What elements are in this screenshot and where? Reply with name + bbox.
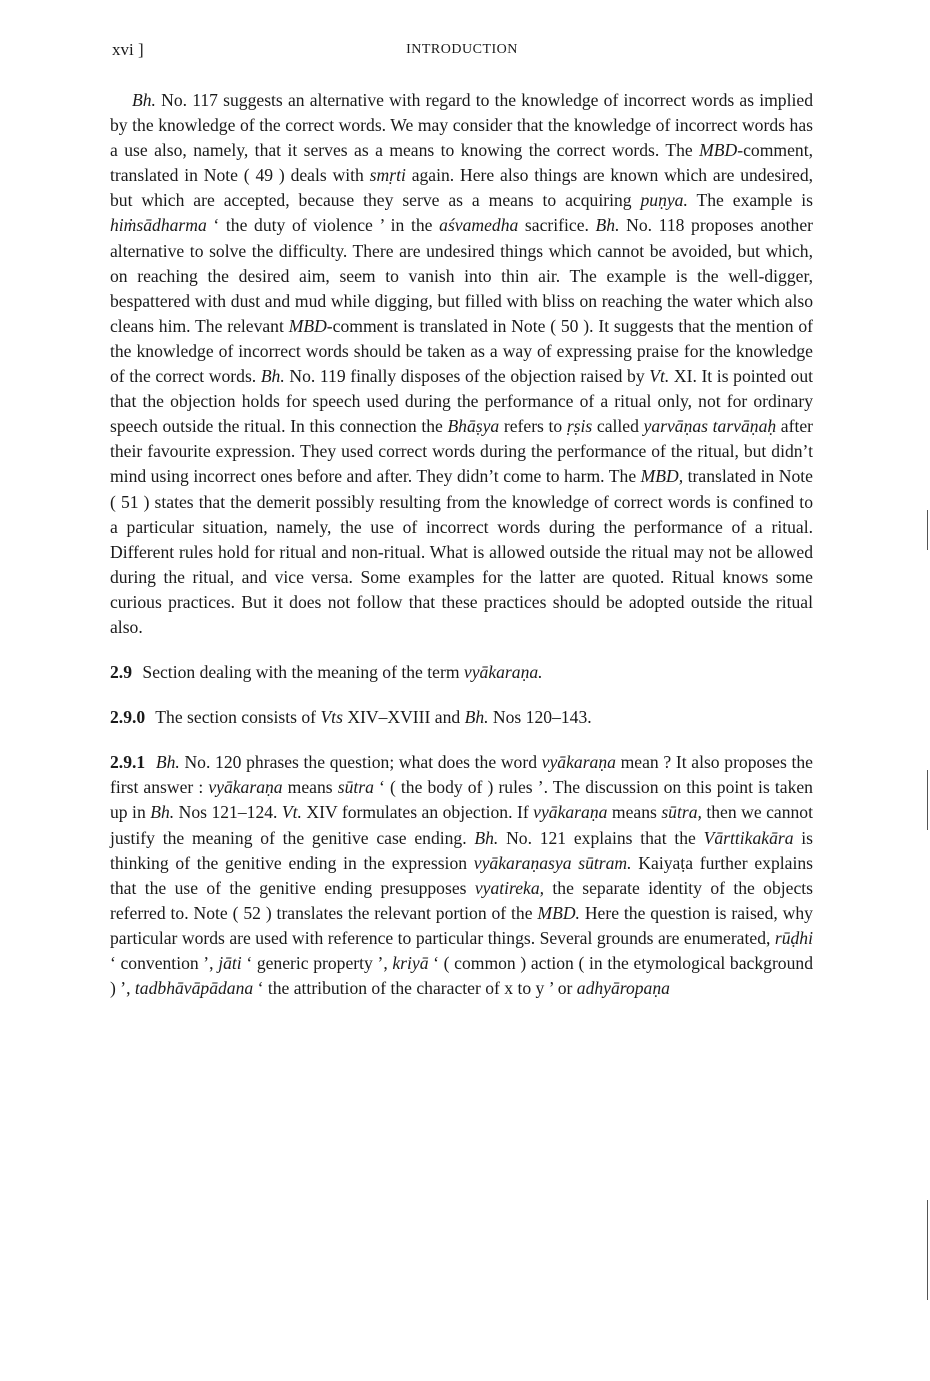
page-body	[110, 88, 813, 1001]
italic-term: Bh.	[464, 707, 489, 728]
text-run: sacrifice.	[518, 215, 596, 236]
italic-term: vyākaraṇa	[533, 802, 608, 823]
text-run: The example is	[687, 190, 813, 211]
text-run: The section consists of	[155, 707, 321, 728]
italic-term: vyākaraṇa	[208, 777, 283, 798]
section-2-9-1	[110, 750, 813, 1001]
text-run: Nos 121–124.	[174, 802, 282, 823]
text-run: -comment, translated in Note ( 49 ) deals with	[110, 140, 813, 186]
text-run: then we cannot justify the meaning of the genitive case ending.	[110, 802, 813, 848]
text-run: mean ? It also proposes the first answer :	[110, 752, 813, 798]
text-run: XI. It is pointed out that the objection holds for speech used during the performance of a ritual only, not for ordinary speech outside the ritual. In this connection the	[110, 366, 814, 437]
italic-term: puṇya.	[640, 190, 688, 211]
scan-edge-mark	[927, 770, 928, 830]
text-run: means	[607, 802, 662, 823]
section-text	[142, 662, 542, 682]
text-run: No. 121 explains that the	[498, 827, 704, 848]
italic-term: Bh.	[595, 215, 620, 236]
italic-term: Vts	[320, 707, 343, 728]
scan-edge-mark	[927, 1200, 928, 1300]
paragraph-bh-117-119	[110, 88, 813, 640]
section-text	[155, 707, 591, 727]
text-run: ‘ generic property ’,	[241, 953, 393, 973]
italic-term: MBD.	[537, 902, 580, 923]
text-run: Nos 120–143.	[488, 707, 592, 728]
text-run: Here the question is raised, why particular words are used with reference to particular things. Several grounds are enumerated,	[110, 902, 813, 948]
italic-term: MBD	[699, 140, 738, 161]
section-2-9-0	[110, 705, 813, 730]
italic-term: jāti	[218, 953, 242, 973]
text-run: after their favourite expression. They used correct words during the performance of the ritual, but didn’t mind using incorrect ones before and after. They didn’t come to harm. The	[110, 416, 814, 487]
scan-edge-mark	[927, 510, 928, 550]
italic-term: aśvamedha	[439, 215, 519, 236]
section-number: 2.9.1	[110, 752, 146, 773]
italic-term: MBD	[288, 315, 327, 336]
text-run: ‘ convention ’,	[110, 953, 219, 973]
text-run: refers to	[499, 416, 567, 437]
italic-term: tadbhāvāpādana	[134, 978, 254, 999]
text-run: No. 120 phrases the question; what does the word	[179, 752, 542, 773]
italic-term: smṛti	[369, 165, 406, 186]
page-header	[112, 40, 812, 64]
text-run: Kaiyaṭa further explains that the use of the genitive ending presupposes	[110, 852, 814, 898]
italic-term: Bh.	[474, 827, 499, 848]
section-number: 2.9	[110, 662, 132, 683]
italic-term: vyākaraṇasya sūtram.	[473, 852, 632, 873]
italic-term: Vārttikakāra	[703, 827, 794, 848]
italic-term: sūtra,	[661, 802, 702, 823]
section-2-9	[110, 660, 813, 685]
text-run: ‘ the duty of violence ’ in the	[206, 215, 440, 236]
page-number: xvi ]	[112, 40, 144, 59]
text-run: is thinking of the genitive ending in the expression	[110, 827, 813, 873]
italic-term: vyākaraṇa	[541, 752, 616, 773]
running-title: INTRODUCTION	[406, 42, 518, 57]
text-run: again. Here also things are known which are undesired, but which are accepted, because they serve as a means to acquiring	[110, 165, 814, 211]
text-run: called	[592, 416, 644, 437]
text-run: ‘ the attribution of the character of x to y ’ or	[253, 978, 577, 999]
italic-term: MBD,	[640, 466, 684, 487]
italic-term: Vt.	[649, 366, 670, 387]
italic-term: Bh.	[260, 366, 285, 387]
italic-term: adhyāropaṇa	[576, 978, 670, 999]
text-run: means	[282, 777, 338, 798]
italic-term: kriyā	[392, 953, 429, 973]
italic-term: Bh.	[150, 802, 175, 823]
section-text	[110, 752, 813, 998]
italic-term: rūḍhi	[774, 927, 813, 948]
text-run: XIV formulates an objection. If	[301, 802, 534, 823]
text-run: No. 117 suggests an alternative with regard to the knowledge of incorrect words as implied by the knowledge of the correct words. We may consider that the knowledge of incorrect words has a use also, namely, that it serves as a means to knowing the correct words. The	[110, 90, 813, 161]
italic-term: Bhāṣya	[447, 416, 500, 437]
text-run: No. 118 proposes another alternative to solve the difficulty. There are undesired things which cannot be avoided, but which, on reaching the desired aim, seem to vanish into thin air. The example is the well-digger, bespattered with dust and mud while digging, but filled with bliss on reaching the water which also cleans him. The relevant	[110, 215, 813, 336]
text-run: the separate identity of the objects referred to. Note ( 52 ) translates the relevant portion of the	[110, 877, 813, 923]
italic-term: Bh.	[132, 90, 156, 110]
text-run: Section dealing with the meaning of the term	[142, 662, 464, 683]
italic-term: Bh.	[155, 752, 180, 773]
italic-term: vyākaraṇa.	[463, 662, 543, 683]
italic-term: ṛṣis	[566, 416, 593, 437]
italic-term: hiṁsādharma	[110, 215, 207, 236]
italic-term: yarvāṇas tarvāṇaḥ	[643, 416, 777, 437]
text-run: translated in Note ( 51 ) states that the demerit possibly resulting from the knowledge of correct words is confined to a particular situation, namely, the use of incorrect words during the performance of a ritual. Different rules hold for ritual and non-ritual. What is allowed outside the ritual may not be allowed during the ritual, and vice versa. Some examples for the latter are quoted. Ritual knows some curious practices. But it does not follow that these practices should be adopted outside the ritual also.	[110, 466, 813, 637]
text-run: ‘ ( the body of ) rules ’. The discussion on this point is taken up in	[110, 777, 813, 823]
text-run: No. 119 finally disposes of the objection raised by	[284, 366, 650, 387]
section-number: 2.9.0	[110, 707, 146, 728]
text-run: XIV–XVIII and	[342, 707, 465, 728]
text-run: ‘ ( common ) action ( in the etymological background ) ’,	[110, 953, 813, 999]
text-run: -comment is translated in Note ( 50 ). It suggests that the mention of the knowledge of incorrect words should be taken as a way of expressing praise for the knowledge of the correct words.	[110, 315, 814, 387]
italic-term: vyatireka,	[474, 877, 545, 898]
italic-term: Vt.	[281, 802, 302, 823]
italic-term: sūtra	[337, 777, 374, 798]
